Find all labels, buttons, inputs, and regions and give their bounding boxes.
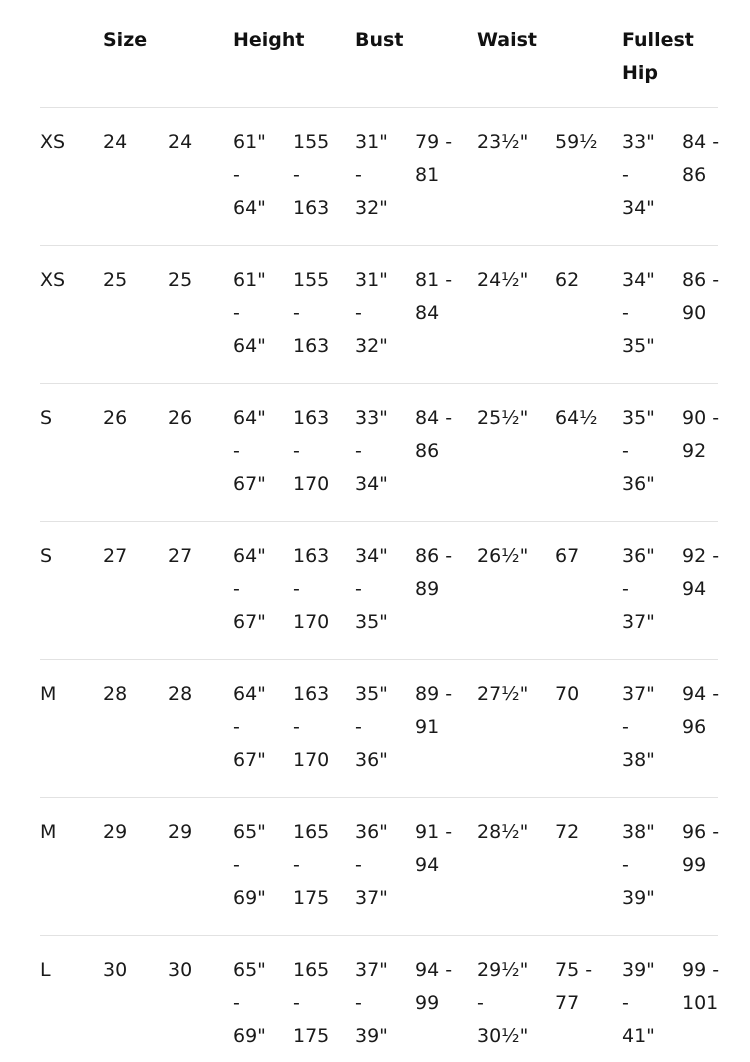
bust-cm: 81 - 84 (415, 269, 453, 324)
hip-inches: 38" - 39" (622, 821, 655, 909)
table-row (0, 521, 750, 659)
height-cm: 163 - 170 (293, 683, 330, 771)
waist-inches: 29½" - 30½" (477, 959, 529, 1047)
height-cm: 155 - 163 (293, 131, 330, 219)
height-inches: 65" - 69" (233, 959, 266, 1047)
bust-cm: 86 - 89 (415, 545, 453, 600)
hip-cm: 96 - 99 (682, 821, 720, 876)
waist-inches: 25½" (477, 407, 529, 429)
size-label: XS (40, 269, 66, 291)
size-label: S (40, 545, 53, 567)
height-inches: 65" - 69" (233, 821, 266, 909)
waist-cm: 62 (555, 269, 580, 291)
bust-inches: 37" - 39" (355, 959, 388, 1047)
size-label: M (40, 821, 57, 843)
bust-inches: 31" - 32" (355, 269, 388, 357)
bust-cm: 94 - 99 (415, 959, 453, 1014)
row-divider (40, 659, 718, 660)
hip-cm: 90 - 92 (682, 407, 720, 462)
size-label: L (40, 959, 51, 981)
waist-inches: 27½" (477, 683, 529, 705)
bust-cm: 89 - 91 (415, 683, 453, 738)
hip-cm: 84 - 86 (682, 131, 720, 186)
height-inches: 61" - 64" (233, 269, 266, 357)
hip-inches: 36" - 37" (622, 545, 655, 633)
bust-inches: 34" - 35" (355, 545, 388, 633)
height-cm: 163 - 170 (293, 545, 330, 633)
hip-cm: 94 - 96 (682, 683, 720, 738)
header-waist: Waist (477, 29, 538, 51)
header-fullest-hip: Fullest Hip (622, 29, 694, 84)
size-number-alt: 25 (168, 269, 193, 291)
bust-inches: 31" - 32" (355, 131, 388, 219)
size-number-alt: 26 (168, 407, 193, 429)
size-number: 24 (103, 131, 128, 153)
table-row (0, 659, 750, 797)
waist-inches: 24½" (477, 269, 529, 291)
hip-cm: 92 - 94 (682, 545, 720, 600)
waist-inches: 28½" (477, 821, 529, 843)
row-divider (40, 383, 718, 384)
waist-inches: 26½" (477, 545, 529, 567)
size-number: 27 (103, 545, 128, 567)
bust-cm: 84 - 86 (415, 407, 453, 462)
table-row (0, 935, 750, 1062)
bust-cm: 91 - 94 (415, 821, 453, 876)
height-inches: 64" - 67" (233, 545, 266, 633)
bust-inches: 33" - 34" (355, 407, 388, 495)
waist-inches: 23½" (477, 131, 529, 153)
hip-cm: 99 - 101 (682, 959, 720, 1014)
size-number: 28 (103, 683, 128, 705)
bust-inches: 35" - 36" (355, 683, 388, 771)
table-row (0, 383, 750, 521)
table-header (0, 0, 750, 107)
height-cm: 165 - 175 (293, 821, 330, 909)
height-inches: 64" - 67" (233, 407, 266, 495)
table-row (0, 107, 750, 245)
hip-inches: 34" - 35" (622, 269, 655, 357)
waist-cm: 67 (555, 545, 580, 567)
waist-cm: 75 - 77 (555, 959, 593, 1014)
bust-inches: 36" - 37" (355, 821, 388, 909)
size-number: 30 (103, 959, 128, 981)
row-divider (40, 521, 718, 522)
size-number-alt: 28 (168, 683, 193, 705)
size-number-alt: 27 (168, 545, 193, 567)
hip-inches: 33" - 34" (622, 131, 655, 219)
hip-cm: 86 - 90 (682, 269, 720, 324)
size-number-alt: 29 (168, 821, 193, 843)
waist-cm: 64½ (555, 407, 598, 429)
size-number: 25 (103, 269, 128, 291)
size-label: M (40, 683, 57, 705)
size-label: XS (40, 131, 66, 153)
height-cm: 165 - 175 (293, 959, 330, 1047)
height-inches: 64" - 67" (233, 683, 266, 771)
waist-cm: 59½ (555, 131, 598, 153)
size-number-alt: 24 (168, 131, 193, 153)
height-cm: 163 - 170 (293, 407, 330, 495)
header-height: Height (233, 29, 305, 51)
height-inches: 61" - 64" (233, 131, 266, 219)
header-bust: Bust (355, 29, 404, 51)
table-row (0, 245, 750, 383)
hip-inches: 37" - 38" (622, 683, 655, 771)
size-label: S (40, 407, 53, 429)
row-divider (40, 107, 718, 108)
height-cm: 155 - 163 (293, 269, 330, 357)
size-number-alt: 30 (168, 959, 193, 981)
hip-inches: 39" - 41" (622, 959, 655, 1047)
size-number: 29 (103, 821, 128, 843)
hip-inches: 35" - 36" (622, 407, 655, 495)
row-divider (40, 797, 718, 798)
bust-cm: 79 - 81 (415, 131, 453, 186)
size-number: 26 (103, 407, 128, 429)
table-row (0, 797, 750, 935)
header-size: Size (103, 29, 148, 51)
waist-cm: 72 (555, 821, 580, 843)
row-divider (40, 935, 718, 936)
row-divider (40, 245, 718, 246)
waist-cm: 70 (555, 683, 580, 705)
